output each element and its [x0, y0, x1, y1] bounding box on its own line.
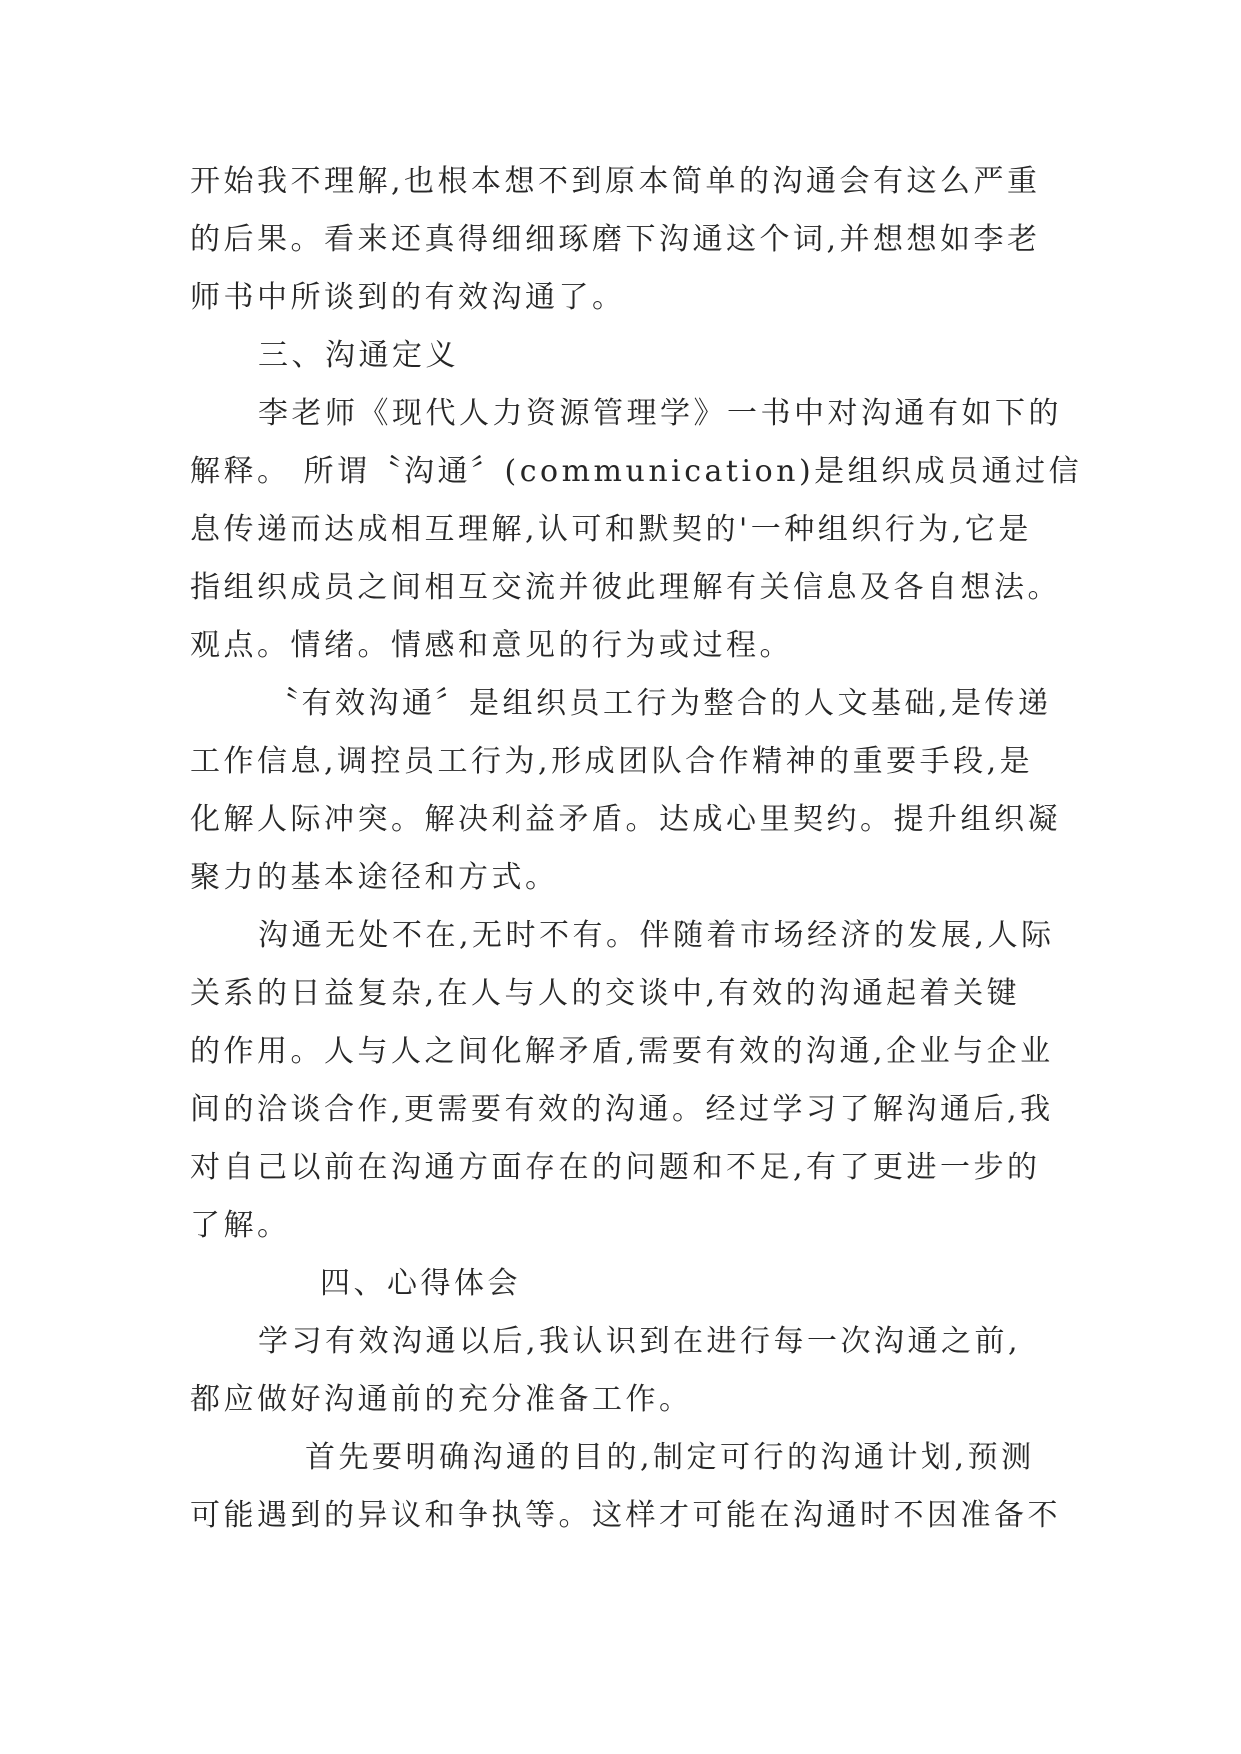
- section-heading: 四、心得体会: [320, 1266, 521, 1301]
- text-line: 开始我不理解,也根本想不到原本简单的沟通会有这么严重: [190, 164, 1041, 199]
- text-line: 师书中所谈到的有效沟通了。: [190, 280, 626, 315]
- text-line: 李老师《现代人力资源管理学》一书中对沟通有如下的: [258, 396, 1062, 431]
- text-line: 的作用。人与人之间化解矛盾,需要有效的沟通,企业与企业: [190, 1034, 1054, 1069]
- section-heading: 三、沟通定义: [258, 338, 459, 373]
- text-line: 指组织成员之间相互交流并彼此理解有关信息及各自想法。: [190, 570, 1061, 605]
- text-line: 聚力的基本途径和方式。: [190, 860, 559, 895]
- text-line: 间的洽谈合作,更需要有效的沟通。经过学习了解沟通后,我: [190, 1092, 1054, 1127]
- text-line: 对自己以前在沟通方面存在的问题和不足,有了更进一步的: [190, 1150, 1041, 1185]
- text-line: 的后果。看来还真得细细琢磨下沟通这个词,并想想如李老: [190, 222, 1041, 257]
- text-line: 首先要明确沟通的目的,制定可行的沟通计划,预测: [305, 1440, 1035, 1475]
- text-line: 解释。 所谓〝沟通〞(communication)是组织成员通过信: [190, 454, 1083, 489]
- text-line: 可能遇到的异议和争执等。这样才可能在沟通时不因准备不: [190, 1498, 1061, 1533]
- text-line: 学习有效沟通以后,我认识到在进行每一次沟通之前,: [258, 1324, 1022, 1359]
- text-line: 息传递而达成相互理解,认可和默契的'一种组织行为,它是: [190, 512, 1032, 547]
- text-line: 工作信息,调控员工行为,形成团队合作精神的重要手段,是: [190, 744, 1034, 779]
- text-line: 沟通无处不在,无时不有。伴随着市场经济的发展,人际: [258, 918, 1055, 953]
- text-line: 〝有效沟通〞是组织员工行为整合的人文基础,是传递: [268, 686, 1052, 721]
- text-line: 都应做好沟通前的充分准备工作。: [190, 1382, 693, 1417]
- text-line: 关系的日益复杂,在人与人的交谈中,有效的沟通起着关键: [190, 976, 1021, 1011]
- text-line: 化解人际冲突。解决利益矛盾。达成心里契约。提升组织凝: [190, 802, 1061, 837]
- text-line: 了解。: [190, 1208, 291, 1243]
- text-line: 观点。情绪。情感和意见的行为或过程。: [190, 628, 793, 663]
